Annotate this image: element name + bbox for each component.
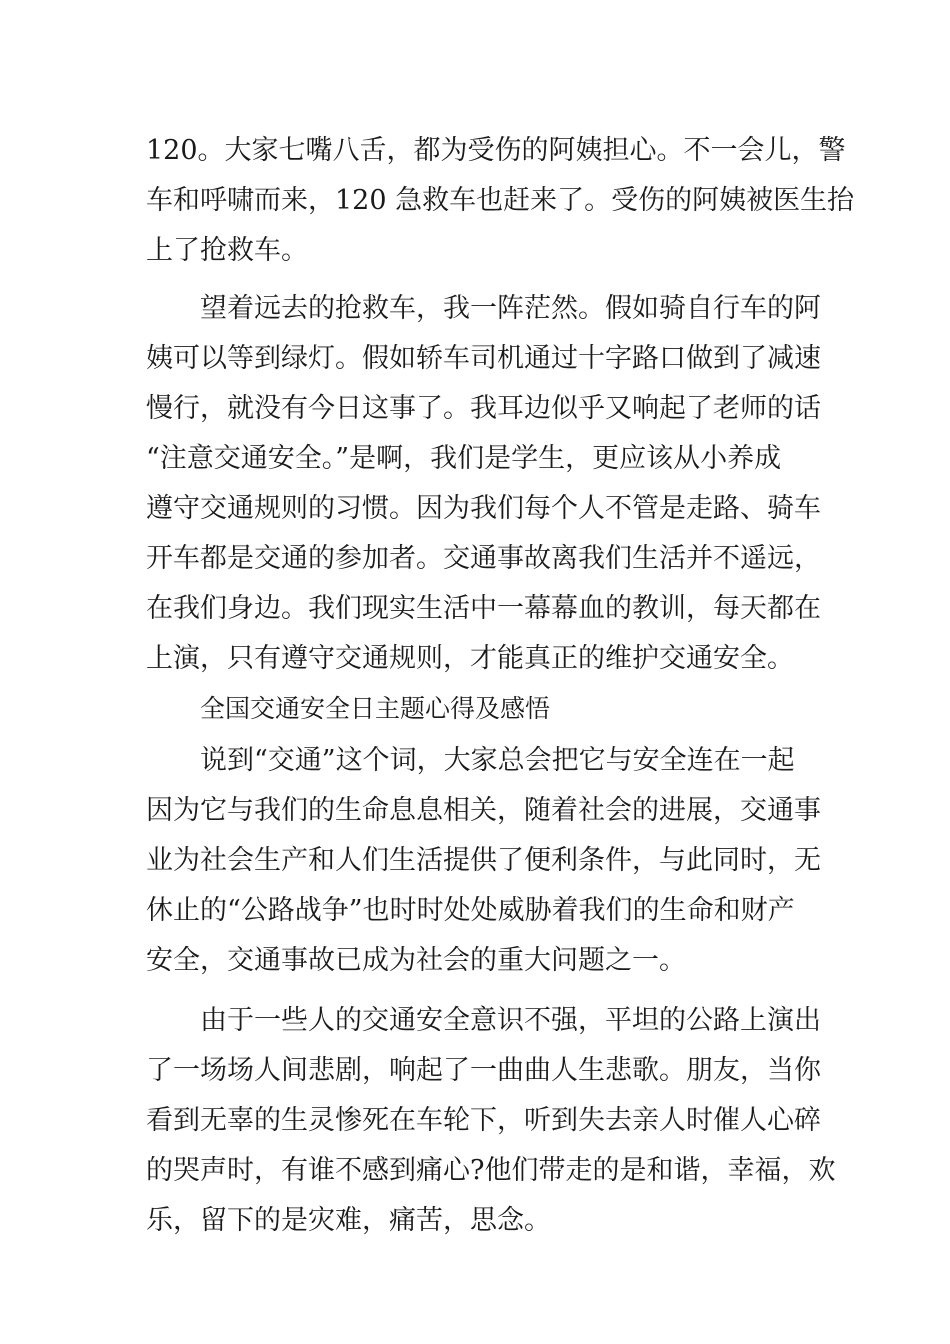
text-line: 因为它与我们的生命息息相关，随着社会的进展，交通事 xyxy=(146,795,821,826)
paragraph-first-line: 说到“交通”这个词，大家总会把它与安全连在一起 xyxy=(200,745,795,776)
text-line: 在我们身边。我们现实生活中一幕幕血的教训，每天都在 xyxy=(146,593,821,624)
text-line: 的哭声时，有谁不感到痛心?他们带走的是和谐，幸福，欢 xyxy=(146,1155,836,1186)
text-line: 慢行，就没有今日这事了。我耳边似乎又响起了老师的话 xyxy=(146,393,821,424)
section-title: 全国交通安全日主题心得及感悟 xyxy=(200,694,551,723)
text-line: 120。大家七嘴八舌，都为受伤的阿姨担心。不一会儿，警 xyxy=(146,135,846,166)
text-line: 姨可以等到绿灯。假如轿车司机通过十字路口做到了减速 xyxy=(146,343,821,374)
text-line: 安全，交通事故已成为社会的重大问题之一。 xyxy=(146,945,686,976)
text-line: 开车都是交通的参加者。交通事故离我们生活并不遥远， xyxy=(146,543,821,574)
text-line: 了一场场人间悲剧，响起了一曲曲人生悲歌。朋友，当你 xyxy=(146,1055,821,1086)
paragraph-first-line: 望着远去的抢救车，我一阵茫然。假如骑自行车的阿 xyxy=(200,293,821,324)
text-line: 业为社会生产和人们生活提供了便利条件，与此同时，无 xyxy=(146,845,821,876)
text-line: 车和呼啸而来，120 急救车也赶来了。受伤的阿姨被医生抬 xyxy=(146,185,855,216)
text-line: 遵守交通规则的习惯。因为我们每个人不管是走路、骑车 xyxy=(146,493,821,524)
text-line: 乐，留下的是灾难，痛苦，思念。 xyxy=(146,1205,551,1236)
paragraph-first-line: 由于一些人的交通安全意识不强，平坦的公路上演出 xyxy=(200,1005,821,1036)
text-line: 上了抢救车。 xyxy=(146,235,308,266)
text-line: “注意交通安全。”是啊，我们是学生，更应该从小养成 xyxy=(146,443,782,474)
text-line: 看到无辜的生灵惨死在车轮下，听到失去亲人时催人心碎 xyxy=(146,1105,821,1136)
text-line: 休止的“公路战争”也时时处处威胁着我们的生命和财产 xyxy=(146,895,795,926)
text-line: 上演，只有遵守交通规则，才能真正的维护交通安全。 xyxy=(146,643,794,674)
